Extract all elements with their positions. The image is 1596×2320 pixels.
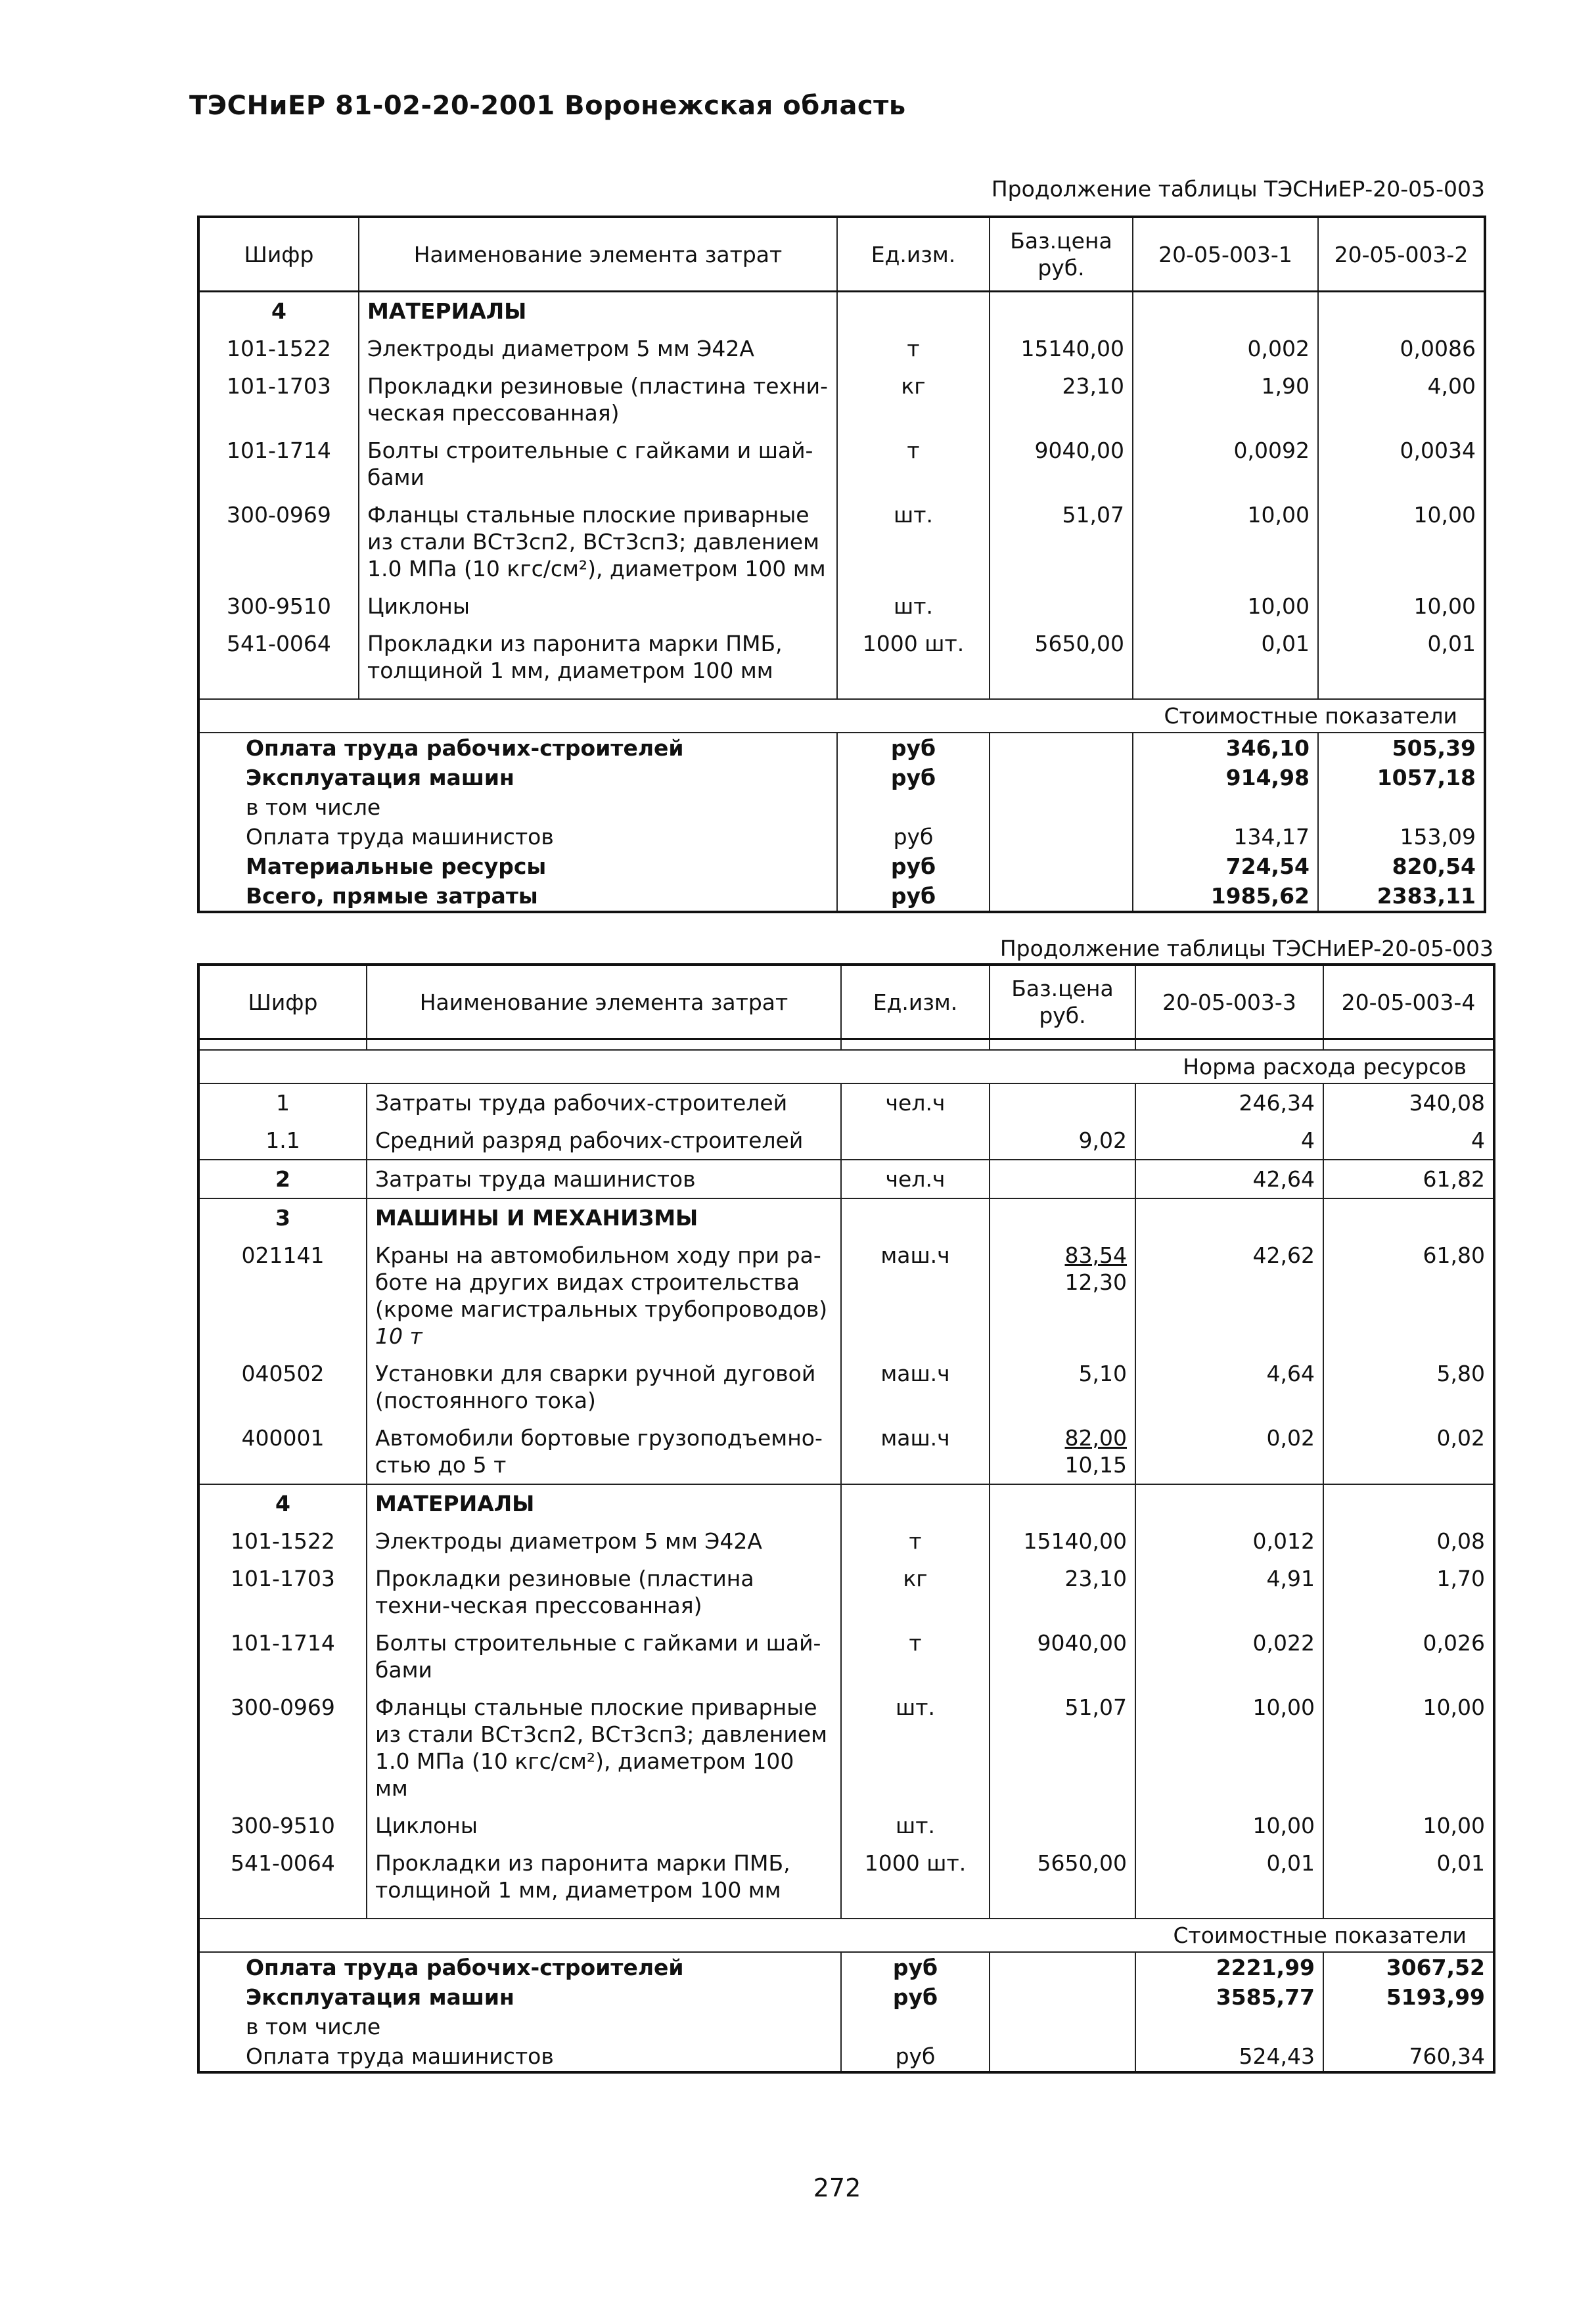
table2-material-rows bbox=[198, 1522, 1494, 1909]
summary-value-a: 2221,99 bbox=[1135, 1952, 1323, 1982]
section-row bbox=[198, 292, 1485, 330]
table-row bbox=[198, 1844, 1494, 1909]
summary-price-empty bbox=[990, 1982, 1135, 2012]
summary-price-empty bbox=[990, 822, 1133, 852]
table-row bbox=[198, 1419, 1494, 1484]
row-price: 9040,00 bbox=[990, 432, 1133, 496]
row-price: 9,02 bbox=[990, 1122, 1135, 1160]
header-col-a: 20-05-003-3 bbox=[1135, 965, 1323, 1039]
summary-value-a: 3585,77 bbox=[1135, 1982, 1323, 2012]
row-value-a: 0,012 bbox=[1135, 1522, 1323, 1560]
summary-row bbox=[198, 1952, 1494, 1982]
row-price: 15140,00 bbox=[990, 1522, 1135, 1560]
row-name bbox=[367, 1237, 841, 1355]
row-name: Прокладки резиновые (пластина техни-ческая прессованная) bbox=[359, 367, 837, 432]
document-title: ТЭСНиЕР 81-02-20-2001 Воронежская область bbox=[189, 91, 906, 121]
table-row bbox=[198, 1355, 1494, 1419]
row-unit: маш.ч bbox=[841, 1237, 990, 1355]
row-value-b: 5,80 bbox=[1323, 1355, 1494, 1419]
summary-row bbox=[198, 733, 1485, 763]
summary-label: Эксплуатация машин bbox=[198, 763, 837, 792]
row-unit: т bbox=[837, 432, 990, 496]
row-value-b: 4 bbox=[1323, 1122, 1494, 1160]
summary-price-empty bbox=[990, 733, 1133, 763]
row-unit bbox=[841, 1122, 990, 1160]
section-row bbox=[198, 1484, 1494, 1522]
row-name: Фланцы стальные плоские приварные из стали ВСт3сп2, ВСт3сп3; давлением 1.0 МПа (10 кгс/см²), диаметром 100 мм bbox=[359, 496, 837, 587]
table1 bbox=[197, 216, 1486, 913]
table-row bbox=[198, 330, 1485, 367]
row-name-text: Краны на автомобильном ходу при ра-боте на других видах строительства (кроме магистральных трубопроводов) bbox=[375, 1242, 828, 1322]
row-unit: шт. bbox=[841, 1807, 990, 1844]
summary-row bbox=[198, 822, 1485, 852]
table2-norm-band bbox=[198, 1050, 1494, 1083]
table-row bbox=[198, 1624, 1494, 1689]
row-code: 300-9510 bbox=[198, 587, 359, 625]
header-name: Наименование элемента затрат bbox=[359, 217, 837, 292]
row-name: Установки для сварки ручной дуговой (постоянного тока) bbox=[367, 1355, 841, 1419]
summary-price-empty bbox=[990, 2012, 1135, 2041]
summary-value-b: 505,39 bbox=[1318, 733, 1485, 763]
row-value-a: 0,0092 bbox=[1133, 432, 1318, 496]
table-row bbox=[198, 587, 1485, 625]
table-row bbox=[198, 1560, 1494, 1624]
row-value-a: 42,64 bbox=[1135, 1160, 1323, 1198]
row-unit: шт. bbox=[837, 496, 990, 587]
section-code: 4 bbox=[198, 1484, 367, 1522]
row-code: 101-1522 bbox=[198, 1522, 367, 1560]
row-value-b: 0,01 bbox=[1318, 625, 1485, 689]
summary-price-empty bbox=[990, 1952, 1135, 1982]
row-value-b: 340,08 bbox=[1323, 1083, 1494, 1122]
row-code: 101-1522 bbox=[198, 330, 359, 367]
row-unit: т bbox=[837, 330, 990, 367]
table-row bbox=[198, 432, 1485, 496]
row-value-b: 4,00 bbox=[1318, 367, 1485, 432]
row-price: 23,10 bbox=[990, 367, 1133, 432]
table-row bbox=[198, 1522, 1494, 1560]
row-unit: маш.ч bbox=[841, 1419, 990, 1484]
row-name: Болты строительные с гайками и шай-бами bbox=[359, 432, 837, 496]
summary-value-b: 5193,99 bbox=[1323, 1982, 1494, 2012]
summary-row bbox=[198, 2041, 1494, 2072]
summary-price-empty bbox=[990, 881, 1133, 912]
cost-indicators-label: Стоимостные показатели bbox=[198, 699, 1485, 733]
row-price-wage: 12,30 bbox=[1064, 1269, 1127, 1295]
summary-label: Оплата труда машинистов bbox=[198, 822, 837, 852]
row-unit: шт. bbox=[837, 587, 990, 625]
row-name: Затраты труда рабочих-строителей bbox=[367, 1083, 841, 1122]
summary-value-a bbox=[1135, 2012, 1323, 2041]
summary-value-b bbox=[1318, 792, 1485, 822]
row-value-b: 1,70 bbox=[1323, 1560, 1494, 1624]
section-row bbox=[198, 1198, 1494, 1237]
header-code: Шифр bbox=[198, 217, 359, 292]
row-value-b: 0,08 bbox=[1323, 1522, 1494, 1560]
row-price bbox=[990, 1807, 1135, 1844]
section-title: МАШИНЫ И МЕХАНИЗМЫ bbox=[367, 1198, 841, 1237]
summary-row bbox=[198, 881, 1485, 912]
summary-row bbox=[198, 763, 1485, 792]
row-code: 101-1714 bbox=[198, 1624, 367, 1689]
header-price: Баз.цена руб. bbox=[990, 965, 1135, 1039]
summary-value-b: 820,54 bbox=[1318, 852, 1485, 881]
summary-unit: руб bbox=[841, 1982, 990, 2012]
row-code: 101-1703 bbox=[198, 367, 359, 432]
row-code: 300-9510 bbox=[198, 1807, 367, 1844]
header-price: Баз.цена руб. bbox=[990, 217, 1133, 292]
row-value-b: 0,02 bbox=[1323, 1419, 1494, 1484]
header-col-b: 20-05-003-2 bbox=[1318, 217, 1485, 292]
row-value-a: 10,00 bbox=[1135, 1807, 1323, 1844]
summary-price-empty bbox=[990, 763, 1133, 792]
summary-unit: руб bbox=[837, 763, 990, 792]
row-value-a: 42,62 bbox=[1135, 1237, 1323, 1355]
row-value-b: 0,01 bbox=[1323, 1844, 1494, 1909]
row-code: 040502 bbox=[198, 1355, 367, 1419]
row-name: Электроды диаметром 5 мм Э42А bbox=[359, 330, 837, 367]
section-code: 4 bbox=[198, 292, 359, 330]
header-name: Наименование элемента затрат bbox=[367, 965, 841, 1039]
row-unit: т bbox=[841, 1624, 990, 1689]
table1-band-row bbox=[198, 699, 1485, 733]
row-code: 1 bbox=[198, 1083, 367, 1122]
row-value-b: 61,80 bbox=[1323, 1237, 1494, 1355]
row-value-a: 0,01 bbox=[1133, 625, 1318, 689]
summary-value-a: 1985,62 bbox=[1133, 881, 1318, 912]
row-price bbox=[990, 1237, 1135, 1355]
row-unit: кг bbox=[841, 1560, 990, 1624]
row-value-b: 10,00 bbox=[1318, 496, 1485, 587]
summary-value-a: 524,43 bbox=[1135, 2041, 1323, 2072]
row-value-a: 246,34 bbox=[1135, 1083, 1323, 1122]
row-value-a: 0,02 bbox=[1135, 1419, 1323, 1484]
summary-unit bbox=[837, 792, 990, 822]
row-code: 021141 bbox=[198, 1237, 367, 1355]
cost-indicators-label: Стоимостные показатели bbox=[198, 1919, 1494, 1952]
summary-value-a: 134,17 bbox=[1133, 822, 1318, 852]
resource-norm-label: Норма расхода ресурсов bbox=[198, 1050, 1494, 1083]
row-price bbox=[990, 587, 1133, 625]
table-row bbox=[198, 1807, 1494, 1844]
row-name: Прокладки резиновые (пластина техни-ческая прессованная) bbox=[367, 1560, 841, 1624]
row-value-a: 4,91 bbox=[1135, 1560, 1323, 1624]
row-unit: шт. bbox=[841, 1689, 990, 1807]
row-value-a: 1,90 bbox=[1133, 367, 1318, 432]
row-unit: чел.ч bbox=[841, 1160, 990, 1198]
table-row bbox=[198, 1237, 1494, 1355]
table1-header-row bbox=[198, 217, 1485, 292]
summary-value-a: 346,10 bbox=[1133, 733, 1318, 763]
row-unit: т bbox=[841, 1522, 990, 1560]
row-price: 5650,00 bbox=[990, 625, 1133, 689]
row-value-a: 10,00 bbox=[1135, 1689, 1323, 1807]
row-code: 541-0064 bbox=[198, 625, 359, 689]
summary-value-b bbox=[1323, 2012, 1494, 2041]
row-unit: 1000 шт. bbox=[841, 1844, 990, 1909]
summary-price-empty bbox=[990, 2041, 1135, 2072]
summary-unit: руб bbox=[841, 1952, 990, 1982]
row-value-b: 10,00 bbox=[1323, 1689, 1494, 1807]
row-price: 15140,00 bbox=[990, 330, 1133, 367]
row-name: Затраты труда машинистов bbox=[367, 1160, 841, 1198]
section-code: 3 bbox=[198, 1198, 367, 1237]
row-value-a: 0,002 bbox=[1133, 330, 1318, 367]
section-title: МАТЕРИАЛЫ bbox=[359, 292, 837, 330]
row-name: Болты строительные с гайками и шай-бами bbox=[367, 1624, 841, 1689]
table1-material-rows bbox=[198, 330, 1485, 689]
row-price: 23,10 bbox=[990, 1560, 1135, 1624]
row-code: 101-1703 bbox=[198, 1560, 367, 1624]
row-code: 300-0969 bbox=[198, 496, 359, 587]
row-price bbox=[990, 1160, 1135, 1198]
row-price bbox=[990, 1419, 1135, 1484]
header-col-a: 20-05-003-1 bbox=[1133, 217, 1318, 292]
table2-summary bbox=[198, 1952, 1494, 2072]
header-col-b: 20-05-003-4 bbox=[1323, 965, 1494, 1039]
summary-label: Всего, прямые затраты bbox=[198, 881, 837, 912]
row-value-a: 4 bbox=[1135, 1122, 1323, 1160]
summary-unit: руб bbox=[837, 881, 990, 912]
summary-value-b: 1057,18 bbox=[1318, 763, 1485, 792]
table2-band-row bbox=[198, 1919, 1494, 1952]
table-row bbox=[198, 1160, 1494, 1198]
row-name: Электроды диаметром 5 мм Э42А bbox=[367, 1522, 841, 1560]
summary-unit: руб bbox=[841, 2041, 990, 2072]
summary-unit bbox=[841, 2012, 990, 2041]
table-row bbox=[198, 1122, 1494, 1160]
row-value-b: 10,00 bbox=[1323, 1807, 1494, 1844]
summary-row bbox=[198, 792, 1485, 822]
row-value-b: 10,00 bbox=[1318, 587, 1485, 625]
summary-unit: руб bbox=[837, 822, 990, 852]
row-code: 2 bbox=[198, 1160, 367, 1198]
row-name: Средний разряд рабочих-строителей bbox=[367, 1122, 841, 1160]
summary-label: Материальные ресурсы bbox=[198, 852, 837, 881]
row-code: 300-0969 bbox=[198, 1689, 367, 1807]
summary-label: в том числе bbox=[198, 792, 837, 822]
table1-summary bbox=[198, 733, 1485, 912]
row-name: Циклоны bbox=[359, 587, 837, 625]
summary-unit: руб bbox=[837, 733, 990, 763]
summary-value-a: 724,54 bbox=[1133, 852, 1318, 881]
summary-label: Оплата труда рабочих-строителей bbox=[198, 1952, 841, 1982]
summary-label: Эксплуатация машин bbox=[198, 1982, 841, 2012]
row-price-wage: 10,15 bbox=[1064, 1452, 1127, 1478]
summary-value-b: 153,09 bbox=[1318, 822, 1485, 852]
row-price: 5,10 bbox=[990, 1355, 1135, 1419]
row-code: 101-1714 bbox=[198, 432, 359, 496]
row-price: 5650,00 bbox=[990, 1844, 1135, 1909]
summary-value-b: 3067,52 bbox=[1323, 1952, 1494, 1982]
row-value-a: 0,022 bbox=[1135, 1624, 1323, 1689]
summary-value-b: 760,34 bbox=[1323, 2041, 1494, 2072]
row-unit: чел.ч bbox=[841, 1083, 990, 1122]
row-name-tail: 10 т bbox=[375, 1323, 422, 1349]
summary-label: Оплата труда машинистов bbox=[198, 2041, 841, 2072]
row-price-total: 83,54 bbox=[1064, 1242, 1127, 1268]
table1-caption: Продолжение таблицы ТЭСНиЕР-20-05-003 bbox=[991, 176, 1485, 202]
table2-machine-rows bbox=[198, 1237, 1494, 1484]
summary-row bbox=[198, 2012, 1494, 2041]
row-unit: маш.ч bbox=[841, 1355, 990, 1419]
summary-unit: руб bbox=[837, 852, 990, 881]
row-name: Прокладки из паронита марки ПМБ, толщиной 1 мм, диаметром 100 мм bbox=[359, 625, 837, 689]
section-title: МАТЕРИАЛЫ bbox=[367, 1484, 841, 1522]
header-code: Шифр bbox=[198, 965, 367, 1039]
table-row bbox=[198, 1083, 1494, 1122]
page-number: 272 bbox=[813, 2173, 861, 2202]
summary-row bbox=[198, 1982, 1494, 2012]
row-name: Автомобили бортовые грузоподъемно-стью до 5 т bbox=[367, 1419, 841, 1484]
table2-labor-rows bbox=[198, 1083, 1494, 1160]
header-unit: Ед.изм. bbox=[841, 965, 990, 1039]
summary-value-b: 2383,11 bbox=[1318, 881, 1485, 912]
table-row bbox=[198, 496, 1485, 587]
table2-header-row bbox=[198, 965, 1494, 1039]
row-price-total: 82,00 bbox=[1064, 1425, 1127, 1451]
row-value-b: 61,82 bbox=[1323, 1160, 1494, 1198]
summary-label: Оплата труда рабочих-строителей bbox=[198, 733, 837, 763]
row-value-b: 0,026 bbox=[1323, 1624, 1494, 1689]
row-code: 400001 bbox=[198, 1419, 367, 1484]
row-value-a: 0,01 bbox=[1135, 1844, 1323, 1909]
row-price: 9040,00 bbox=[990, 1624, 1135, 1689]
summary-price-empty bbox=[990, 852, 1133, 881]
table-row bbox=[198, 625, 1485, 689]
summary-price-empty bbox=[990, 792, 1133, 822]
table-row bbox=[198, 1689, 1494, 1807]
table-row bbox=[198, 367, 1485, 432]
summary-value-a bbox=[1133, 792, 1318, 822]
row-unit: кг bbox=[837, 367, 990, 432]
summary-value-a: 914,98 bbox=[1133, 763, 1318, 792]
summary-label: в том числе bbox=[198, 2012, 841, 2041]
row-code: 541-0064 bbox=[198, 1844, 367, 1909]
row-value-a: 10,00 bbox=[1133, 496, 1318, 587]
header-unit: Ед.изм. bbox=[837, 217, 990, 292]
row-price bbox=[990, 1083, 1135, 1122]
row-value-a: 4,64 bbox=[1135, 1355, 1323, 1419]
row-price: 51,07 bbox=[990, 1689, 1135, 1807]
row-name: Фланцы стальные плоские приварные из стали ВСт3сп2, ВСт3сп3; давлением 1.0 МПа (10 кгс/см²), диаметром 100 мм bbox=[367, 1689, 841, 1807]
row-code: 1.1 bbox=[198, 1122, 367, 1160]
row-unit: 1000 шт. bbox=[837, 625, 990, 689]
row-name: Циклоны bbox=[367, 1807, 841, 1844]
row-price: 51,07 bbox=[990, 496, 1133, 587]
table2 bbox=[197, 963, 1495, 2074]
row-value-b: 0,0034 bbox=[1318, 432, 1485, 496]
summary-row bbox=[198, 852, 1485, 881]
table2-caption: Продолжение таблицы ТЭСНиЕР-20-05-003 bbox=[999, 936, 1493, 961]
row-value-a: 10,00 bbox=[1133, 587, 1318, 625]
row-value-b: 0,0086 bbox=[1318, 330, 1485, 367]
row-name: Прокладки из паронита марки ПМБ, толщиной 1 мм, диаметром 100 мм bbox=[367, 1844, 841, 1909]
